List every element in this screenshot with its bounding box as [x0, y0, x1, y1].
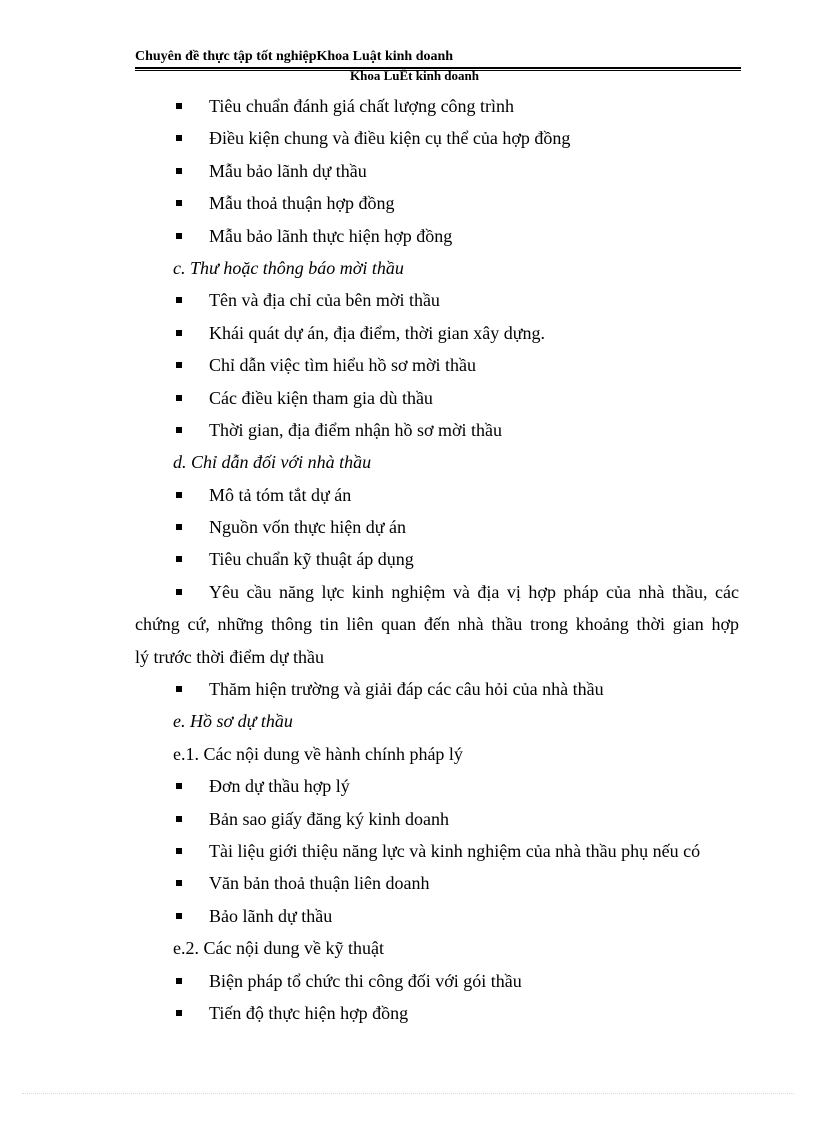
bullet-square-icon — [176, 524, 182, 530]
bullet-square-icon — [176, 233, 182, 239]
bullet-square-icon — [176, 200, 182, 206]
list-item: Nguồn vốn thực hiện dự án — [135, 511, 739, 543]
bullet-square-icon — [176, 297, 182, 303]
bullet-square-icon — [176, 492, 182, 498]
paragraph-continuation: chứng cứ, những thông tin liên quan đến nhà thầu trong khoảng thời gian hợp — [135, 614, 739, 635]
subsection-heading-e1: e.1. Các nội dung về hành chính pháp lý — [173, 743, 463, 764]
list-item: Khái quát dự án, địa điểm, thời gian xây dựng. — [135, 317, 739, 349]
bullet-square-icon — [176, 978, 182, 984]
bullet-square-icon — [176, 1010, 182, 1016]
subsection-heading-e2: e.2. Các nội dung về kỹ thuật — [173, 938, 384, 959]
header-title: Chuyên đề thực tập tốt nghiệpKhoa Luật kinh doanh — [135, 49, 454, 64]
list-item: Yêu cầu năng lực kinh nghiệm và địa vị hợp pháp của nhà thầu, các — [135, 576, 739, 608]
list-item: Bảo lãnh dự thầu — [135, 900, 739, 932]
bullet-square-icon — [176, 395, 182, 401]
list-item: Tiêu chuẩn kỹ thuật áp dụng — [135, 543, 739, 575]
document-body — [135, 90, 739, 1029]
list-item: Văn bản thoả thuận liên doanh — [135, 867, 739, 899]
bullet-square-icon — [176, 880, 182, 886]
page-bottom-border — [22, 1093, 794, 1094]
bullet-square-icon — [176, 103, 182, 109]
paragraph-continuation: lý trước thời điểm dự thầu — [135, 646, 325, 667]
section-heading-c: c. Thư hoặc thông báo mời thầu — [173, 257, 404, 278]
bullet-square-icon — [176, 816, 182, 822]
list-item: Điều kiện chung và điều kiện cụ thể của hợp đồng — [135, 122, 739, 154]
list-item: Tên và địa chỉ của bên mời thầu — [135, 284, 739, 316]
list-item: Đơn dự thầu hợp lý — [135, 770, 739, 802]
list-item: Thăm hiện trường và giải đáp các câu hỏi của nhà thầu — [135, 673, 739, 705]
list-item: Các điều kiện tham gia dù thầu — [135, 382, 739, 414]
bullet-square-icon — [176, 168, 182, 174]
bullet-square-icon — [176, 427, 182, 433]
header-subtitle: Khoa LuËt kinh doanh — [350, 68, 479, 83]
list-item: Tiêu chuẩn đánh giá chất lượng công trình — [135, 90, 739, 122]
bullet-square-icon — [176, 589, 182, 595]
list-item: Mẫu thoả thuận hợp đồng — [135, 187, 739, 219]
bullet-square-icon — [176, 556, 182, 562]
list-item: Tiến độ thực hiện hợp đồng — [135, 997, 739, 1029]
bullet-square-icon — [176, 848, 182, 854]
page-header — [135, 49, 741, 89]
bullet-square-icon — [176, 783, 182, 789]
bullet-square-icon — [176, 686, 182, 692]
list-item: Biện pháp tổ chức thi công đối với gói thầu — [135, 965, 739, 997]
list-item: Mẫu bảo lãnh thực hiện hợp đồng — [135, 220, 739, 252]
list-item: Thời gian, địa điểm nhận hồ sơ mời thầu — [135, 414, 739, 446]
list-item: Tài liệu giới thiệu năng lực và kinh nghiệm của nhà thầu phụ nếu có — [135, 835, 739, 867]
list-item: Mẫu bảo lãnh dự thầu — [135, 155, 739, 187]
list-item: Chỉ dẫn việc tìm hiểu hồ sơ mời thầu — [135, 349, 739, 381]
list-item: Mô tả tóm tắt dự án — [135, 479, 739, 511]
bullet-square-icon — [176, 330, 182, 336]
section-heading-d: d. Chỉ dẫn đối với nhà thầu — [173, 452, 372, 473]
bullet-square-icon — [176, 135, 182, 141]
section-heading-e: e. Hồ sơ dự thầu — [173, 711, 293, 732]
bullet-square-icon — [176, 913, 182, 919]
list-item: Bản sao giấy đăng ký kinh doanh — [135, 803, 739, 835]
bullet-square-icon — [176, 362, 182, 368]
